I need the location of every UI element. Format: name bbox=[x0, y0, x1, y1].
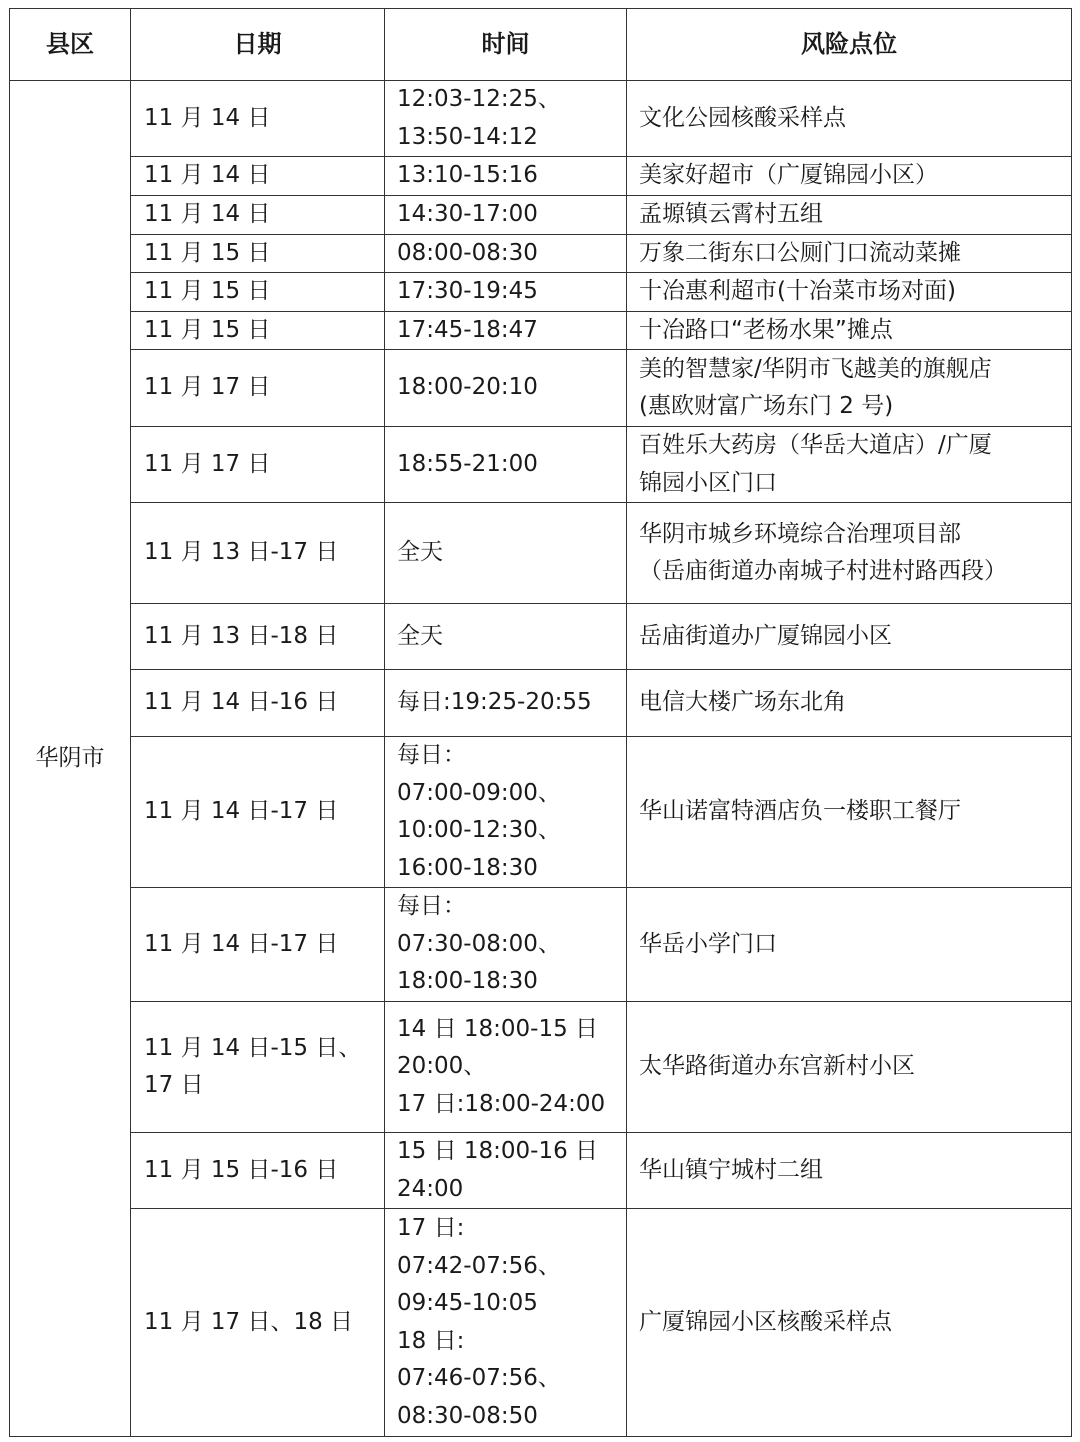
time-cell: 17 日: 07:42-07:56、 09:45-10:05 18 日: 07:46-07:56、 08:30-08:50 bbox=[385, 1209, 627, 1437]
location-cell: 华山诺富特酒店负一楼职工餐厅 bbox=[627, 737, 1072, 888]
date-cell: 11 月 14 日 bbox=[131, 81, 385, 157]
county-cell: 华阴市 bbox=[10, 81, 131, 1437]
date-cell: 11 月 17 日 bbox=[131, 427, 385, 503]
table-row bbox=[10, 1209, 1072, 1437]
date-cell: 11 月 15 日 bbox=[131, 273, 385, 312]
table-row bbox=[10, 157, 1072, 196]
location-cell: 孟塬镇云霄村五组 bbox=[627, 195, 1072, 234]
table-row bbox=[10, 311, 1072, 350]
date-cell: 11 月 14 日 bbox=[131, 157, 385, 196]
location-cell: 华岳小学门口 bbox=[627, 888, 1072, 1002]
date-cell: 11 月 13 日-18 日 bbox=[131, 604, 385, 670]
time-cell: 08:00-08:30 bbox=[385, 234, 627, 273]
date-cell: 11 月 15 日 bbox=[131, 311, 385, 350]
risk-table-container bbox=[9, 8, 1072, 1437]
location-cell: 十冶路口“老杨水果”摊点 bbox=[627, 311, 1072, 350]
table-row bbox=[10, 503, 1072, 604]
time-cell: 全天 bbox=[385, 503, 627, 604]
date-cell: 11 月 15 日-16 日 bbox=[131, 1133, 385, 1209]
location-cell: 岳庙街道办广厦锦园小区 bbox=[627, 604, 1072, 670]
location-cell: 文化公园核酸采样点 bbox=[627, 81, 1072, 157]
date-cell: 11 月 14 日-15 日、 17 日 bbox=[131, 1002, 385, 1133]
header-date: 日期 bbox=[131, 9, 385, 81]
time-cell: 13:10-15:16 bbox=[385, 157, 627, 196]
date-cell: 11 月 14 日-17 日 bbox=[131, 888, 385, 1002]
table-row bbox=[10, 604, 1072, 670]
time-cell: 18:00-20:10 bbox=[385, 350, 627, 427]
time-cell: 17:30-19:45 bbox=[385, 273, 627, 312]
location-cell: 华山镇宁城村二组 bbox=[627, 1133, 1072, 1209]
time-cell: 14:30-17:00 bbox=[385, 195, 627, 234]
date-cell: 11 月 17 日 bbox=[131, 350, 385, 427]
table-row bbox=[10, 1002, 1072, 1133]
time-cell: 每日:19:25-20:55 bbox=[385, 670, 627, 737]
time-cell: 每日： 07:30-08:00、 18:00-18:30 bbox=[385, 888, 627, 1002]
table-row bbox=[10, 195, 1072, 234]
location-cell: 十冶惠利超市(十冶菜市场对面) bbox=[627, 273, 1072, 312]
location-cell: 美家好超市（广厦锦园小区） bbox=[627, 157, 1072, 196]
date-cell: 11 月 15 日 bbox=[131, 234, 385, 273]
table-row bbox=[10, 888, 1072, 1002]
table-row bbox=[10, 737, 1072, 888]
table-row bbox=[10, 81, 1072, 157]
time-cell: 18:55-21:00 bbox=[385, 427, 627, 503]
time-cell: 14 日 18:00-15 日 20:00、 17 日:18:00-24:00 bbox=[385, 1002, 627, 1133]
header-time: 时间 bbox=[385, 9, 627, 81]
table-row bbox=[10, 670, 1072, 737]
table-row bbox=[10, 234, 1072, 273]
table-row bbox=[10, 427, 1072, 503]
location-cell: 太华路街道办东宫新村小区 bbox=[627, 1002, 1072, 1133]
time-cell: 全天 bbox=[385, 604, 627, 670]
date-cell: 11 月 14 日-17 日 bbox=[131, 737, 385, 888]
location-cell: 华阴市城乡环境综合治理项目部 （岳庙街道办南城子村进村路西段） bbox=[627, 503, 1072, 604]
location-cell: 百姓乐大药房（华岳大道店）/广厦 锦园小区门口 bbox=[627, 427, 1072, 503]
time-cell: 17:45-18:47 bbox=[385, 311, 627, 350]
table-body bbox=[10, 81, 1072, 1437]
date-cell: 11 月 14 日 bbox=[131, 195, 385, 234]
location-cell: 广厦锦园小区核酸采样点 bbox=[627, 1209, 1072, 1437]
date-cell: 11 月 14 日-16 日 bbox=[131, 670, 385, 737]
table-row bbox=[10, 273, 1072, 312]
date-cell: 11 月 13 日-17 日 bbox=[131, 503, 385, 604]
time-cell: 12:03-12:25、 13:50-14:12 bbox=[385, 81, 627, 157]
table-header-row bbox=[10, 9, 1072, 81]
header-county: 县区 bbox=[10, 9, 131, 81]
time-cell: 15 日 18:00-16 日 24:00 bbox=[385, 1133, 627, 1209]
time-cell: 每日： 07:00-09:00、 10:00-12:30、 16:00-18:30 bbox=[385, 737, 627, 888]
table-row bbox=[10, 1133, 1072, 1209]
location-cell: 电信大楼广场东北角 bbox=[627, 670, 1072, 737]
location-cell: 美的智慧家/华阴市飞越美的旗舰店 (惠欧财富广场东门 2 号) bbox=[627, 350, 1072, 427]
location-cell: 万象二街东口公厕门口流动菜摊 bbox=[627, 234, 1072, 273]
risk-locations-table bbox=[9, 8, 1072, 1437]
table-row bbox=[10, 350, 1072, 427]
date-cell: 11 月 17 日、18 日 bbox=[131, 1209, 385, 1437]
header-location: 风险点位 bbox=[627, 9, 1072, 81]
